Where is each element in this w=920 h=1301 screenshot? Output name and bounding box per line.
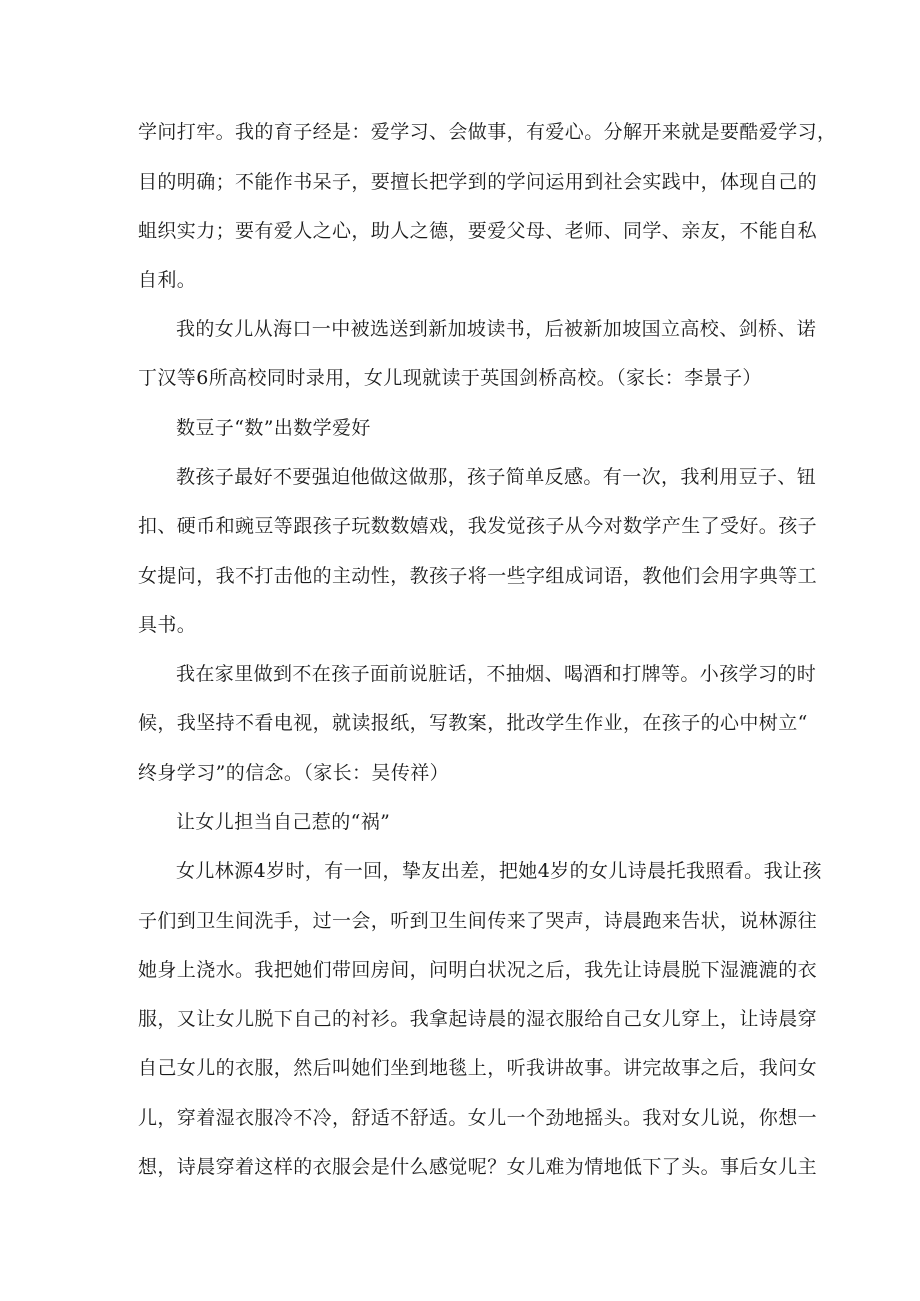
- p5-line-7: 想，诗晨穿着这样的衣服会是什么感觉呢？女儿难为情地低下了头。事后女儿主: [138, 1156, 818, 1178]
- p3-line-1: 教孩子最好不要强迫他做这做那，孩子简单反感。有一次，我利用豆子、钮: [176, 466, 817, 488]
- p5-line-4: 服，又让女儿脱下自己的衬衫。我拿起诗晨的湿衣服给自己女儿穿上，让诗晨穿: [138, 1008, 818, 1030]
- p2-line-2: 丁汉等6所高校同时录用，女儿现就读于英国剑桥高校。（家长：李景子）: [138, 367, 762, 389]
- p5-line-3: 她身上浇水。我把她们带回房间，问明白状况之后，我先让诗晨脱下湿漉漉的衣: [138, 959, 818, 981]
- p5-line-2: 子们到卫生间洗手，过一会，听到卫生间传来了哭声，诗晨跑来告状，说林源往: [138, 910, 818, 932]
- p5-line-5: 自己女儿的衣服，然后叫她们坐到地毯上，听我讲故事。讲完故事之后，我问女: [138, 1057, 818, 1079]
- p1-line-1: 学问打牢。我的育子经是：爱学习、会做事，有爱心。分解开来就是要酷爱学习，: [138, 121, 837, 143]
- section-heading-2: 让女儿担当自己惹的“祸”: [176, 811, 391, 833]
- p4-line-2: 候，我坚持不看电视，就读报纸，写教案，批改学生作业，在孩子的心中树立“: [138, 712, 808, 734]
- p3-line-2: 扣、硬币和豌豆等跟孩子玩数数嬉戏，我发觉孩子从今对数学产生了受好。孩子: [138, 515, 818, 537]
- p1-line-4: 自利。: [138, 269, 197, 291]
- p4-line-3: 终身学习”的信念。（家长：吴传祥）: [138, 762, 450, 784]
- section-heading-1: 数豆子“数”出数学爱好: [176, 417, 371, 439]
- p5-line-6: 儿，穿着湿衣服冷不冷，舒适不舒适。女儿一个劲地摇头。我对女儿说，你想一: [138, 1107, 818, 1129]
- p1-line-2: 目的明确；不能作书呆子，要擅长把学到的学问运用到社会实践中，体现自己的: [138, 171, 818, 193]
- p2-line-1: 我的女儿从海口一中被选送到新加坡读书，后被新加坡国立高校、剑桥、诺: [176, 318, 817, 340]
- p5-line-1: 女儿林源4岁时，有一回，挚友出差，把她4岁的女儿诗晨托我照看。我让孩: [176, 860, 822, 882]
- p3-line-4: 具书。: [138, 614, 197, 636]
- p3-line-3: 女提问，我不打击他的主动性，教孩子将一些字组成词语，教他们会用字典等工: [138, 565, 818, 587]
- p1-line-3: 蛆织实力；要有爱人之心，助人之德，要爱父母、老师、同学、亲友，不能自私: [138, 220, 818, 242]
- p4-line-1: 我在家里做到不在孩子面前说脏话，不抽烟、喝酒和打牌等。小孩学习的时: [176, 663, 817, 685]
